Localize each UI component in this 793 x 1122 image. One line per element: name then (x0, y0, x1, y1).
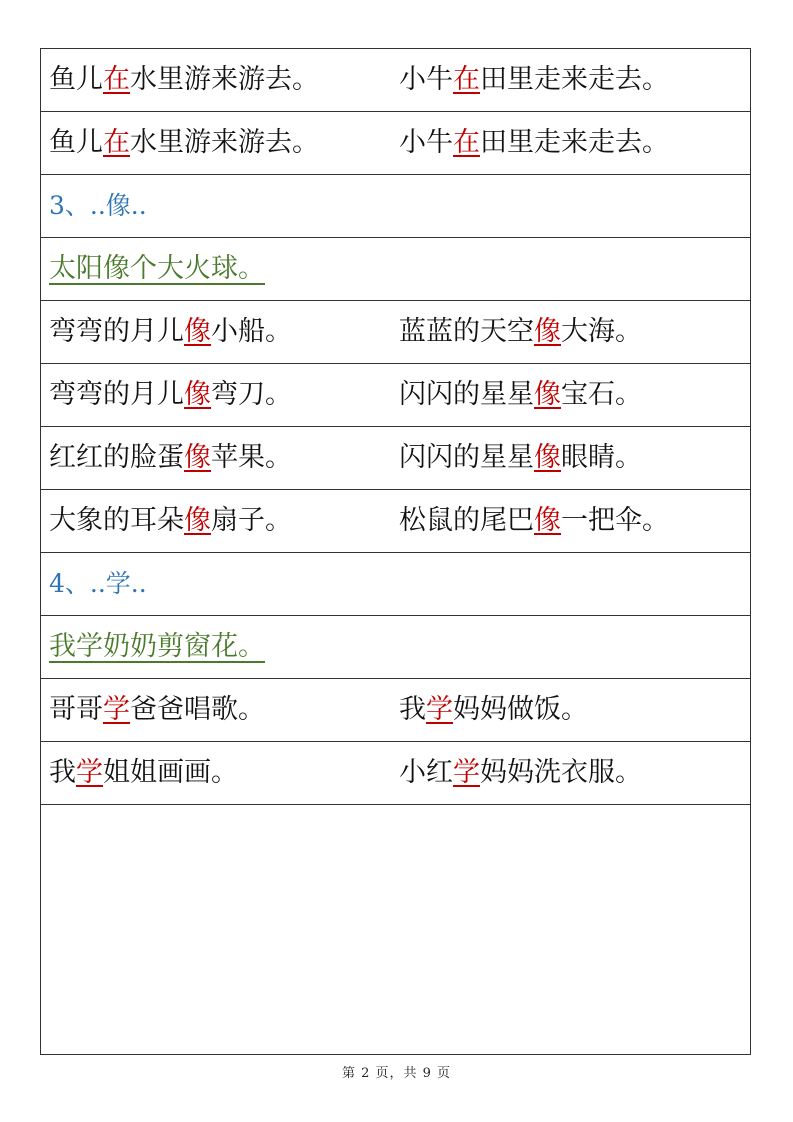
sentence-row (41, 364, 750, 427)
sentence-right: 我学妈妈做饭。 (399, 694, 588, 725)
keyword: 学 (103, 694, 130, 725)
sentence-row (41, 490, 750, 553)
page-footer: 第 2 页，共 9 页 (341, 1066, 452, 1081)
example-row (41, 238, 750, 301)
worksheet-table (40, 48, 751, 1055)
section-heading: 3、..像.. (49, 191, 147, 220)
sentence-left: 大象的耳朵像扇子。 (49, 505, 292, 536)
keyword: 像 (534, 505, 561, 536)
sentence-left: 鱼儿在水里游来游去。 (49, 64, 319, 95)
keyword: 像 (184, 379, 211, 410)
sentence-left: 弯弯的月儿像小船。 (49, 316, 292, 347)
sentence-row (41, 679, 750, 742)
sentence-right: 小牛在田里走来走去。 (399, 64, 669, 95)
keyword: 在 (103, 127, 130, 158)
keyword: 像 (184, 442, 211, 473)
sentence-row (41, 112, 750, 175)
sentence-left: 红红的脸蛋像苹果。 (49, 442, 292, 473)
example-sentence: 我学奶奶剪窗花。 (49, 631, 265, 662)
sentence-right: 小牛在田里走来走去。 (399, 127, 669, 158)
sentence-row (41, 742, 750, 805)
sentence-row (41, 427, 750, 490)
keyword: 学 (453, 757, 480, 788)
sentence-left: 弯弯的月儿像弯刀。 (49, 379, 292, 410)
sentence-left: 我学姐姐画画。 (49, 757, 238, 788)
keyword: 像 (184, 505, 211, 536)
example-sentence: 太阳像个大火球。 (49, 253, 265, 284)
sentence-row (41, 49, 750, 112)
keyword: 像 (534, 379, 561, 410)
sentence-row (41, 301, 750, 364)
keyword: 像 (184, 316, 211, 347)
sentence-left: 哥哥学爸爸唱歌。 (49, 694, 265, 725)
sentence-right: 闪闪的星星像眼睛。 (399, 442, 642, 473)
sentence-right: 小红学妈妈洗衣服。 (399, 757, 642, 788)
keyword: 在 (103, 64, 130, 95)
sentence-right: 蓝蓝的天空像大海。 (399, 316, 642, 347)
keyword: 学 (426, 694, 453, 725)
example-row (41, 616, 750, 679)
sentence-right: 闪闪的星星像宝石。 (399, 379, 642, 410)
keyword: 像 (534, 442, 561, 473)
section-heading-row (41, 175, 750, 238)
sentence-right: 松鼠的尾巴像一把伞。 (399, 505, 669, 536)
section-heading: 4、..学.. (49, 569, 147, 598)
keyword: 在 (453, 64, 480, 95)
keyword: 像 (534, 316, 561, 347)
section-heading-row (41, 553, 750, 616)
sentence-left: 鱼儿在水里游来游去。 (49, 127, 319, 158)
keyword: 在 (453, 127, 480, 158)
keyword: 学 (76, 757, 103, 788)
